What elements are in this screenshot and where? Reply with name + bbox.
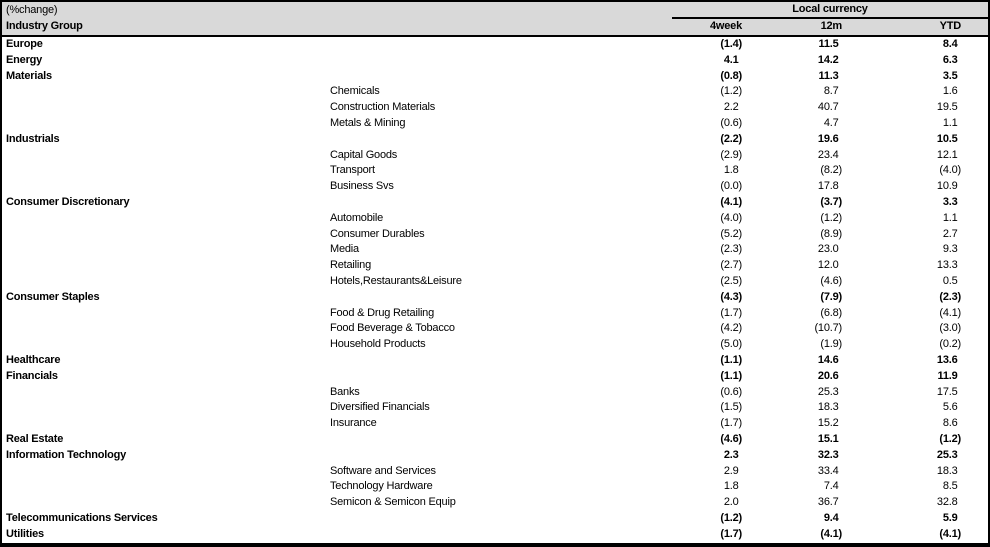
row-label: Banks (330, 385, 360, 398)
value-cell: 2.7 (942, 227, 958, 240)
row-label: Business Svs (330, 180, 394, 193)
row-label: Automobile (330, 211, 384, 224)
value-cell: 25.3 (936, 448, 958, 461)
table-row (2, 163, 988, 179)
value-cell: 11.5 (818, 38, 839, 50)
value-cell: 32.3 (817, 448, 839, 461)
table-row (2, 100, 988, 116)
value-cell: 19.5 (936, 101, 958, 114)
row-label: Media (330, 243, 359, 256)
table-row (2, 227, 988, 243)
value-cell: 6.3 (942, 53, 958, 66)
table-row (2, 116, 988, 132)
table-row (2, 432, 988, 448)
header-row-top (2, 2, 988, 19)
value-cell: (4.1) (820, 527, 842, 540)
value-cell: 15.2 (817, 417, 839, 430)
row-label: Healthcare (6, 353, 61, 366)
value-cell: (6.8) (820, 306, 842, 319)
table-row (2, 290, 988, 306)
value-cell: (0.2) (939, 338, 961, 351)
table-body (2, 37, 988, 543)
value-cell: 8.7 (823, 85, 839, 98)
value-cell: (0.6) (720, 116, 742, 129)
table-row (2, 53, 988, 69)
value-cell: (4.2) (720, 322, 742, 335)
local-currency-group-header: Local currency (672, 2, 988, 19)
value-cell: (1.7) (720, 306, 742, 319)
header-row-columns (2, 19, 988, 35)
table-row (2, 84, 988, 100)
table-row (2, 242, 988, 258)
value-cell: (7.9) (820, 290, 842, 303)
table-row (2, 69, 988, 85)
value-cell: 2.2 (723, 101, 739, 114)
value-cell: 13.6 (936, 353, 958, 366)
row-label: Semicon & Semicon Equip (330, 496, 456, 509)
value-cell: (1.1) (720, 369, 742, 382)
value-cell: 1.6 (942, 85, 958, 98)
table-row (2, 258, 988, 274)
value-cell: 20.6 (817, 369, 839, 382)
row-label: Consumer Staples (6, 290, 100, 303)
value-cell: 1.8 (723, 164, 739, 177)
row-label: Hotels,Restaurants&Leisure (330, 274, 462, 287)
value-cell: 18.3 (817, 401, 839, 414)
value-cell: (1.2) (820, 211, 842, 224)
value-cell: 12.0 (817, 259, 839, 272)
col-header-12m: 12m (820, 20, 842, 32)
value-cell: (2.7) (720, 259, 742, 272)
value-cell: 0.5 (942, 274, 958, 287)
value-cell: 36.7 (817, 496, 839, 509)
value-cell: (4.6) (720, 432, 742, 445)
value-cell: 4.7 (823, 116, 839, 129)
value-cell: 11.9 (937, 369, 958, 382)
value-cell: (4.6) (820, 274, 842, 287)
row-label: Construction Materials (330, 101, 436, 114)
value-cell: (10.7) (814, 322, 842, 335)
value-cell: 15.1 (817, 432, 839, 445)
value-cell: 12.1 (936, 148, 958, 161)
value-cell: (1.2) (720, 85, 742, 98)
table-row (2, 416, 988, 432)
table-row (2, 369, 988, 385)
value-cell: 2.3 (723, 448, 739, 461)
value-cell: 1.8 (723, 480, 739, 493)
table-row (2, 337, 988, 353)
table-row (2, 448, 988, 464)
value-cell: 8.6 (942, 417, 958, 430)
table-row (2, 132, 988, 148)
row-label: Metals & Mining (330, 116, 406, 129)
value-cell: (1.9) (820, 338, 842, 351)
value-cell: 13.3 (936, 259, 958, 272)
value-cell: 17.5 (936, 385, 958, 398)
table-row (2, 495, 988, 511)
value-cell: (4.1) (939, 306, 961, 319)
value-cell: (4.1) (939, 527, 961, 540)
value-cell: 9.4 (823, 511, 839, 524)
value-cell: (1.5) (720, 401, 742, 414)
row-label: Capital Goods (330, 148, 398, 161)
industry-group-header: Industry Group (6, 20, 83, 32)
value-cell: 1.1 (942, 211, 958, 224)
value-cell: (1.1) (720, 353, 742, 366)
change-unit-label: (%change) (6, 4, 58, 16)
row-label: Energy (6, 53, 43, 66)
value-cell: 25.3 (817, 385, 839, 398)
table-row (2, 306, 988, 322)
row-label: Household Products (330, 338, 426, 351)
value-cell: 8.5 (942, 480, 958, 493)
row-label: Europe (6, 38, 43, 50)
table-row (2, 321, 988, 337)
row-label: Telecommunications Services (6, 511, 158, 524)
row-label: Retailing (330, 259, 372, 272)
value-cell: (4.3) (720, 290, 742, 303)
value-cell: 1.1 (942, 116, 958, 129)
value-cell: 23.4 (817, 148, 839, 161)
value-cell: (8.9) (820, 227, 842, 240)
value-cell: (0.8) (720, 69, 742, 82)
col-header-4week: 4week (709, 20, 742, 32)
value-cell: (4.0) (720, 211, 742, 224)
value-cell: (3.0) (939, 322, 961, 335)
table-row (2, 353, 988, 369)
table-row (2, 385, 988, 401)
row-label: Information Technology (6, 448, 127, 461)
row-label: Technology Hardware (330, 480, 433, 493)
value-cell: (2.2) (720, 132, 742, 145)
value-cell: 10.5 (936, 132, 958, 145)
value-cell: (0.0) (720, 180, 742, 193)
value-cell: 19.6 (817, 132, 839, 145)
value-cell: 14.6 (817, 353, 839, 366)
table-row (2, 148, 988, 164)
row-label: Diversified Financials (330, 401, 430, 414)
value-cell: (2.3) (939, 290, 961, 303)
table-row (2, 527, 988, 543)
value-cell: 8.4 (942, 38, 958, 50)
value-cell: (2.3) (720, 243, 742, 256)
value-cell: (3.7) (820, 195, 842, 208)
table-row (2, 179, 988, 195)
row-label: Financials (6, 369, 58, 382)
row-label: Materials (6, 69, 52, 82)
value-cell: 18.3 (936, 464, 958, 477)
row-label: Industrials (6, 132, 60, 145)
table-row (2, 195, 988, 211)
value-cell: 3.3 (942, 195, 958, 208)
row-label: Insurance (330, 417, 377, 430)
value-cell: (4.0) (939, 164, 961, 177)
value-cell: 32.8 (936, 496, 958, 509)
row-label: Food Beverage & Tobacco (330, 322, 455, 335)
value-cell: 17.8 (817, 180, 839, 193)
value-cell: (0.6) (720, 385, 742, 398)
row-label: Utilities (6, 527, 44, 540)
value-cell: (1.2) (939, 432, 961, 445)
value-cell: 33.4 (817, 464, 839, 477)
value-cell: (8.2) (820, 164, 842, 177)
value-cell: (1.7) (720, 417, 742, 430)
table-row (2, 400, 988, 416)
table-row (2, 274, 988, 290)
value-cell: (1.7) (720, 527, 742, 540)
table-header (2, 2, 988, 37)
value-cell: 5.6 (942, 401, 958, 414)
table-row (2, 511, 988, 527)
row-label: Real Estate (6, 432, 64, 445)
row-label: Software and Services (330, 464, 436, 477)
table-row (2, 464, 988, 480)
value-cell: (2.9) (720, 148, 742, 161)
row-label: Transport (330, 164, 375, 177)
value-cell: (1.2) (720, 511, 742, 524)
value-cell: 9.3 (942, 243, 958, 256)
row-label: Consumer Discretionary (6, 195, 130, 208)
value-cell: 4.1 (723, 53, 739, 66)
value-cell: (1.4) (720, 38, 742, 50)
value-cell: 3.5 (942, 69, 958, 82)
row-label: Food & Drug Retailing (330, 306, 435, 319)
value-cell: 2.0 (723, 496, 739, 509)
row-label: Consumer Durables (330, 227, 425, 240)
value-cell: (4.1) (720, 195, 742, 208)
value-cell: 40.7 (817, 101, 839, 114)
row-label: Chemicals (330, 85, 380, 98)
value-cell: 11.3 (818, 69, 839, 82)
value-cell: (5.0) (720, 338, 742, 351)
value-cell: 10.9 (936, 180, 958, 193)
value-cell: (5.2) (720, 227, 742, 240)
table-row (2, 479, 988, 495)
value-cell: 14.2 (817, 53, 839, 66)
value-cell: 2.9 (723, 464, 739, 477)
table-row (2, 37, 988, 53)
table-row (2, 211, 988, 227)
value-cell: (2.5) (720, 274, 742, 287)
value-cell: 5.9 (942, 511, 958, 524)
value-cell: 23.0 (817, 243, 839, 256)
value-cell: 7.4 (823, 480, 839, 493)
col-header-ytd: YTD (939, 20, 961, 32)
